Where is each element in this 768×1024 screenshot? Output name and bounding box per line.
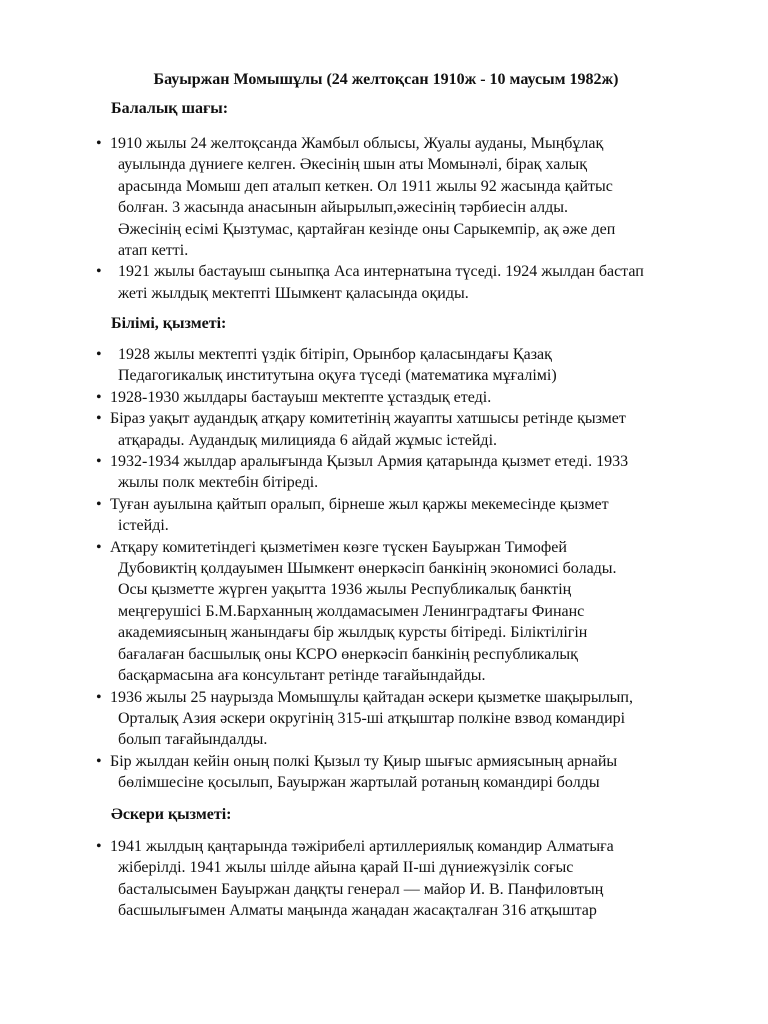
bullet-icon: • xyxy=(96,410,102,428)
text-line: ауылында дүниеге келген. Әкесінің шын аты Момынәлі, бірақ халық xyxy=(118,156,587,174)
list-item xyxy=(96,408,716,451)
section-heading-military: Әскери қызметі: xyxy=(111,806,232,823)
text-line: 1928 жылы мектепті үздік бітіріп, Орынбор қаласындағы Қазақ xyxy=(114,346,552,363)
section-heading-education: Білімі, қызметі: xyxy=(111,315,227,332)
text-line: бөлімшесіне қосылып, Бауыржан жартылай ротаның командирі болды xyxy=(118,774,600,792)
document-title: Бауыржан Момышұлы (24 желтоқсан 1910ж - 10 маусым 1982ж) xyxy=(153,71,619,88)
bullet-icon: • xyxy=(96,752,102,770)
text-line: басқармасына аға консультант ретінде тағайындайды. xyxy=(118,667,486,685)
text-line: Орталық Азия әскери округінің 315-ші атқыштар полкіне взвод командирі xyxy=(118,709,626,727)
text-line: атқарады. Аудандық милицияда 6 айдай жұмыс істейді. xyxy=(118,431,498,449)
text-line: Осы қызметте жүрген уақытта 1936 жылы Республикалық банктің xyxy=(118,581,572,599)
text-line: атап кетті. xyxy=(118,242,189,260)
list-item xyxy=(96,133,716,261)
bullet-icon: • xyxy=(96,346,102,363)
text-line: Біраз уақыт аудандық атқару комитетінің жауапты хатшысы ретінде қызмет xyxy=(110,410,626,428)
list-item xyxy=(96,836,716,922)
list-item xyxy=(96,751,716,794)
text-line: 1936 жылы 25 наурызда Момышұлы қайтадан әскери қызметке шақырылып, xyxy=(110,688,633,706)
text-line: істейді. xyxy=(118,517,169,535)
list-item xyxy=(96,261,716,304)
text-line: арасында Момыш деп аталып кеткен. Ол 1911 жылы 92 жасында қайтыс xyxy=(118,177,613,195)
text-line: Әжесінің есімі Қызтумас, қартайған кезінде оны Сарыкемпір, ақ әже деп xyxy=(118,220,616,238)
list-item xyxy=(96,494,716,537)
text-line: Атқару комитетіндегі қызметімен көзге түскен Бауыржан Тимофей xyxy=(110,538,567,556)
bullet-icon: • xyxy=(96,263,102,281)
text-line: 1941 жылдың қаңтарында тәжірибелі артиллериялық командир Алматыға xyxy=(110,838,614,855)
bullet-icon: • xyxy=(96,388,102,406)
text-line: 1928-1930 жылдары бастауыш мектепте ұстаздық етеді. xyxy=(110,388,492,406)
text-line: болып тағайындалды. xyxy=(118,731,268,749)
education-list xyxy=(96,344,716,794)
text-line: жылы полк мектебін бітіреді. xyxy=(118,474,319,492)
text-line: Туған ауылына қайтып оралып, бірнеше жыл қаржы мекемесінде қызмет xyxy=(110,495,609,513)
text-line: меңгерушісі Б.М.Барханның жолдамасымен Ленинградтағы Финанс xyxy=(118,602,585,620)
list-item xyxy=(96,687,716,751)
text-line: бағалаған басшылық оны КСРО өнеркәсіп банкінің республикалық xyxy=(118,645,578,663)
text-line: Педагогикалық институтына оқуға түседі (математика мұғалімі) xyxy=(118,367,557,385)
text-line: басшылығымен Алматы маңында жаңадан жасақталған 316 атқыштар xyxy=(118,902,597,920)
text-line: 1932-1934 жылдар аралығында Қызыл Армия қатарында қызмет етеді. 1933 xyxy=(110,453,629,471)
text-line: академиясының жанындағы бір жылдық курсты бітіреді. Біліктілігін xyxy=(118,624,588,642)
text-line: жіберілді. 1941 жылы шілде айына қарай ІІ-ші дүниежүзілік соғыс xyxy=(118,859,574,877)
bullet-icon: • xyxy=(96,838,102,855)
bullet-icon: • xyxy=(96,688,102,706)
bullet-icon: • xyxy=(96,495,102,513)
text-line: басталысымен Бауыржан даңқты генерал — майор И. В. Панфиловтың xyxy=(118,880,604,898)
military-list xyxy=(96,836,716,922)
text-line: Дубовиктің қолдауымен Шымкент өнеркәсіп банкінің экономисі болады. xyxy=(118,560,617,578)
text-line: 1910 жылы 24 желтоқсанда Жамбыл облысы, Жуалы ауданы, Мыңбұлақ xyxy=(110,135,604,152)
list-item xyxy=(96,387,716,408)
childhood-list xyxy=(96,133,716,304)
text-line: жеті жылдық мектепті Шымкент қаласында оқиды. xyxy=(118,284,469,302)
text-line: болған. 3 жасында анасынын айырылып,әжесінің тәрбиесін алды. xyxy=(118,199,568,217)
list-item xyxy=(96,451,716,494)
list-item xyxy=(96,537,716,687)
bullet-icon: • xyxy=(96,453,102,471)
bullet-icon: • xyxy=(96,135,102,152)
text-line: Бір жылдан кейін оның полкі Қызыл ту Қиыр шығыс армиясының арнайы xyxy=(110,752,618,770)
list-item xyxy=(96,344,716,387)
bullet-icon: • xyxy=(96,538,102,556)
text-line: 1921 жылы бастауыш сыныпқа Аса интернатына түседі. 1924 жылдан бастап xyxy=(114,263,644,281)
section-heading-childhood: Балалық шағы: xyxy=(111,100,229,117)
